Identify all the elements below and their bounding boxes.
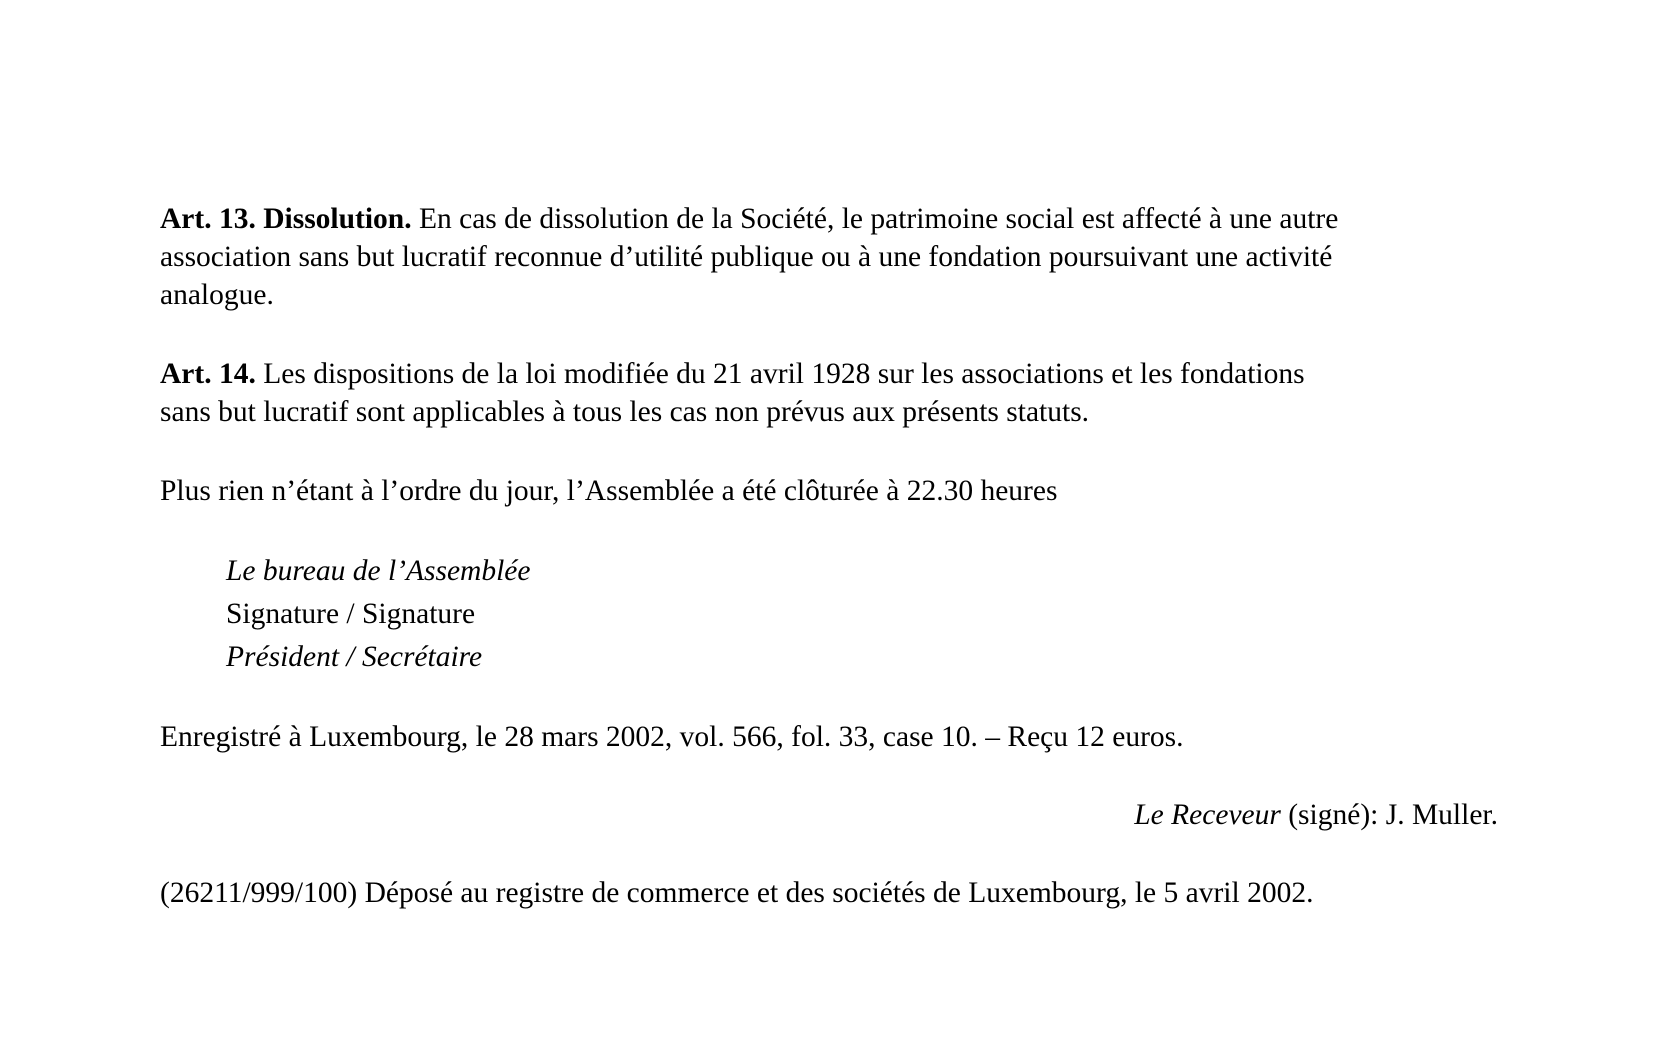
article-14-text-1: Les dispositions de la loi modifiée du 21 avril 1928 sur les associations et les fondations — [255, 358, 1305, 390]
article-14 — [160, 355, 1520, 431]
article-14-line-2: sans but lucratif sont applicables à tous les cas non prévus aux présents statuts. — [160, 396, 1090, 428]
bureau-title: Le bureau de l’Assemblée — [226, 555, 531, 587]
receiver-title: Le Receveur — [1134, 799, 1281, 831]
article-13 — [160, 200, 1520, 314]
assembly-bureau — [226, 550, 1586, 679]
article-13-line-3: analogue. — [160, 279, 274, 311]
article-13-heading: Art. 13. Dissolution. — [160, 203, 412, 235]
article-13-line-2: association sans but lucratif reconnue d’utilité publique ou à une fondation poursuivant une activité — [160, 241, 1333, 273]
bureau-signatures: Signature / Signature — [226, 598, 476, 630]
article-13-line-1 — [160, 200, 1520, 238]
closing-statement: Plus rien n’étant à l’ordre du jour, l’Assemblée a été clôturée à 22.30 heures — [160, 475, 1058, 507]
registration-note: Enregistré à Luxembourg, le 28 mars 2002, vol. 566, fol. 33, case 10. – Reçu 12 euros. — [160, 721, 1184, 753]
article-14-line-1 — [160, 355, 1520, 393]
article-14-heading: Art. 14. — [160, 358, 256, 390]
filing-note: (26211/999/100) Déposé au registre de commerce et des sociétés de Luxembourg, le 5 avril 2002. — [160, 877, 1314, 909]
bureau-roles: Président / Secrétaire — [226, 641, 483, 673]
receiver-signature — [1134, 796, 1498, 834]
article-13-text-1: En cas de dissolution de la Société, le patrimoine social est affecté à une autre — [411, 203, 1339, 235]
receiver-signed: (signé): J. Muller. — [1280, 799, 1498, 831]
